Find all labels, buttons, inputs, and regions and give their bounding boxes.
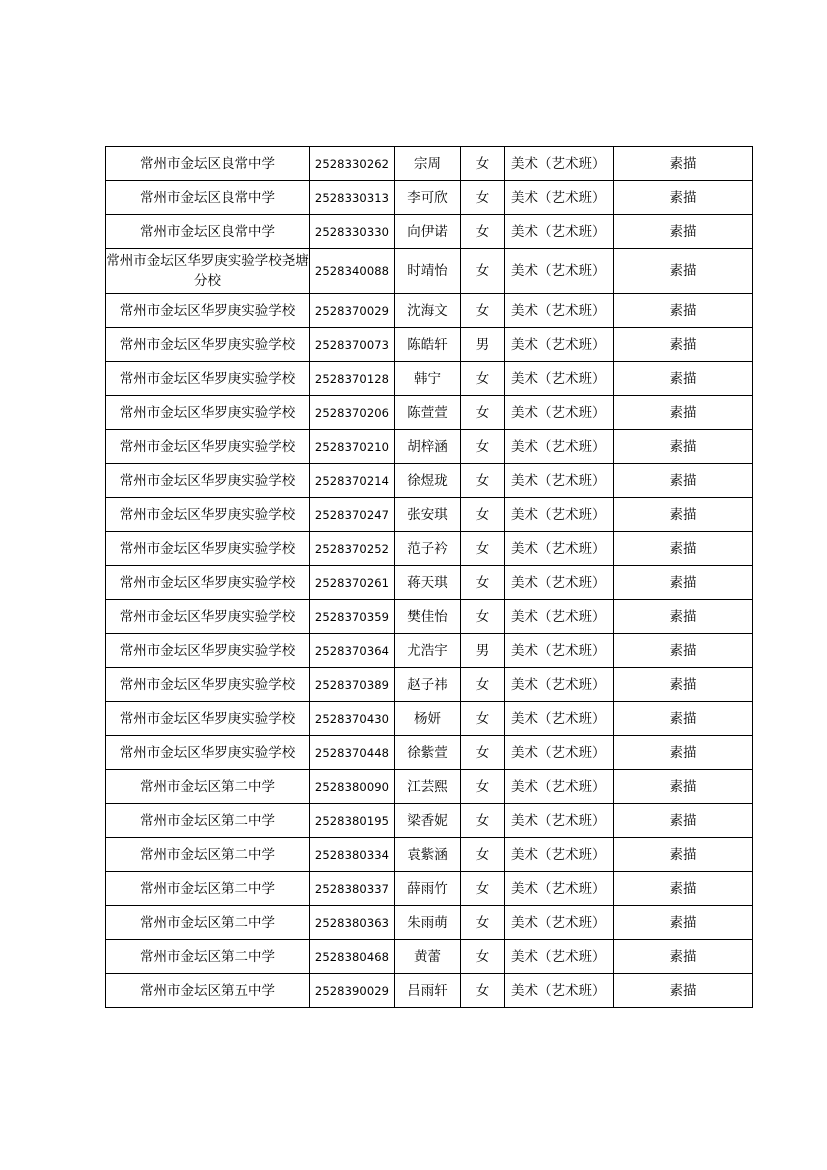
student-name-cell: 杨妍 xyxy=(395,702,461,736)
gender-cell: 女 xyxy=(461,566,505,600)
table-row xyxy=(106,770,753,804)
gender-cell: 女 xyxy=(461,498,505,532)
student-name-cell: 徐紫萱 xyxy=(395,736,461,770)
exam-id-cell: 2528380468 xyxy=(310,940,395,974)
major-cell: 美术（艺术班） xyxy=(505,181,614,215)
student-name-cell: 范子衿 xyxy=(395,532,461,566)
exam-id-cell: 2528380195 xyxy=(310,804,395,838)
roster-body xyxy=(106,147,753,1008)
exam-id-cell: 2528340088 xyxy=(310,249,395,294)
subject-cell: 素描 xyxy=(614,600,753,634)
subject-cell: 素描 xyxy=(614,872,753,906)
exam-id-cell: 2528370261 xyxy=(310,566,395,600)
exam-id-cell: 2528370029 xyxy=(310,294,395,328)
gender-cell: 女 xyxy=(461,804,505,838)
major-cell: 美术（艺术班） xyxy=(505,940,614,974)
school-cell: 常州市金坛区华罗庚实验学校 xyxy=(106,294,310,328)
gender-cell: 女 xyxy=(461,181,505,215)
major-cell: 美术（艺术班） xyxy=(505,770,614,804)
major-cell: 美术（艺术班） xyxy=(505,532,614,566)
subject-cell: 素描 xyxy=(614,249,753,294)
student-name-cell: 宗周 xyxy=(395,147,461,181)
exam-id-cell: 2528370430 xyxy=(310,702,395,736)
exam-id-cell: 2528370214 xyxy=(310,464,395,498)
major-cell: 美术（艺术班） xyxy=(505,362,614,396)
gender-cell: 女 xyxy=(461,600,505,634)
major-cell: 美术（艺术班） xyxy=(505,396,614,430)
school-cell: 常州市金坛区华罗庚实验学校 xyxy=(106,430,310,464)
exam-id-cell: 2528370389 xyxy=(310,668,395,702)
exam-id-cell: 2528330330 xyxy=(310,215,395,249)
school-cell: 常州市金坛区华罗庚实验学校 xyxy=(106,362,310,396)
subject-cell: 素描 xyxy=(614,532,753,566)
exam-id-cell: 2528380363 xyxy=(310,906,395,940)
major-cell: 美术（艺术班） xyxy=(505,328,614,362)
major-cell: 美术（艺术班） xyxy=(505,430,614,464)
gender-cell: 女 xyxy=(461,770,505,804)
exam-id-cell: 2528370252 xyxy=(310,532,395,566)
school-cell: 常州市金坛区良常中学 xyxy=(106,215,310,249)
exam-id-cell: 2528380337 xyxy=(310,872,395,906)
student-name-cell: 时靖怡 xyxy=(395,249,461,294)
major-cell: 美术（艺术班） xyxy=(505,498,614,532)
subject-cell: 素描 xyxy=(614,770,753,804)
exam-id-cell: 2528370448 xyxy=(310,736,395,770)
student-name-cell: 朱雨萌 xyxy=(395,906,461,940)
table-row xyxy=(106,147,753,181)
table-row xyxy=(106,430,753,464)
table-row xyxy=(106,600,753,634)
school-cell: 常州市金坛区华罗庚实验学校 xyxy=(106,464,310,498)
subject-cell: 素描 xyxy=(614,804,753,838)
major-cell: 美术（艺术班） xyxy=(505,804,614,838)
subject-cell: 素描 xyxy=(614,906,753,940)
exam-id-cell: 2528330262 xyxy=(310,147,395,181)
subject-cell: 素描 xyxy=(614,362,753,396)
exam-id-cell: 2528370364 xyxy=(310,634,395,668)
subject-cell: 素描 xyxy=(614,430,753,464)
subject-cell: 素描 xyxy=(614,328,753,362)
subject-cell: 素描 xyxy=(614,702,753,736)
major-cell: 美术（艺术班） xyxy=(505,147,614,181)
major-cell: 美术（艺术班） xyxy=(505,294,614,328)
subject-cell: 素描 xyxy=(614,464,753,498)
subject-cell: 素描 xyxy=(614,634,753,668)
gender-cell: 女 xyxy=(461,362,505,396)
table-row xyxy=(106,634,753,668)
major-cell: 美术（艺术班） xyxy=(505,566,614,600)
exam-id-cell: 2528330313 xyxy=(310,181,395,215)
student-name-cell: 尤浩宇 xyxy=(395,634,461,668)
major-cell: 美术（艺术班） xyxy=(505,215,614,249)
exam-id-cell: 2528370247 xyxy=(310,498,395,532)
exam-id-cell: 2528370073 xyxy=(310,328,395,362)
table-row xyxy=(106,736,753,770)
major-cell: 美术（艺术班） xyxy=(505,736,614,770)
table-row xyxy=(106,532,753,566)
table-row xyxy=(106,498,753,532)
subject-cell: 素描 xyxy=(614,215,753,249)
exam-id-cell: 2528370128 xyxy=(310,362,395,396)
school-cell: 常州市金坛区华罗庚实验学校 xyxy=(106,634,310,668)
school-cell: 常州市金坛区华罗庚实验学校 xyxy=(106,736,310,770)
table-row xyxy=(106,566,753,600)
student-name-cell: 胡梓涵 xyxy=(395,430,461,464)
student-name-cell: 樊佳怡 xyxy=(395,600,461,634)
table-row xyxy=(106,906,753,940)
student-name-cell: 陈皓轩 xyxy=(395,328,461,362)
student-name-cell: 薛雨竹 xyxy=(395,872,461,906)
school-cell: 常州市金坛区良常中学 xyxy=(106,181,310,215)
subject-cell: 素描 xyxy=(614,566,753,600)
exam-id-cell: 2528370210 xyxy=(310,430,395,464)
gender-cell: 女 xyxy=(461,974,505,1008)
table-row xyxy=(106,362,753,396)
student-name-cell: 袁紫涵 xyxy=(395,838,461,872)
student-name-cell: 李可欣 xyxy=(395,181,461,215)
table-row xyxy=(106,838,753,872)
major-cell: 美术（艺术班） xyxy=(505,906,614,940)
gender-cell: 女 xyxy=(461,249,505,294)
major-cell: 美术（艺术班） xyxy=(505,600,614,634)
exam-id-cell: 2528390029 xyxy=(310,974,395,1008)
student-name-cell: 陈萱萱 xyxy=(395,396,461,430)
major-cell: 美术（艺术班） xyxy=(505,464,614,498)
student-name-cell: 沈海文 xyxy=(395,294,461,328)
table-row xyxy=(106,215,753,249)
table-row xyxy=(106,249,753,294)
student-name-cell: 江芸熙 xyxy=(395,770,461,804)
table-row xyxy=(106,940,753,974)
school-cell: 常州市金坛区第五中学 xyxy=(106,974,310,1008)
table-row xyxy=(106,804,753,838)
school-cell: 常州市金坛区华罗庚实验学校 xyxy=(106,532,310,566)
gender-cell: 女 xyxy=(461,147,505,181)
table-row xyxy=(106,328,753,362)
student-name-cell: 蒋天琪 xyxy=(395,566,461,600)
gender-cell: 女 xyxy=(461,872,505,906)
school-cell: 常州市金坛区华罗庚实验学校 xyxy=(106,566,310,600)
gender-cell: 男 xyxy=(461,328,505,362)
student-name-cell: 张安琪 xyxy=(395,498,461,532)
subject-cell: 素描 xyxy=(614,181,753,215)
exam-id-cell: 2528380334 xyxy=(310,838,395,872)
school-cell: 常州市金坛区第二中学 xyxy=(106,906,310,940)
major-cell: 美术（艺术班） xyxy=(505,872,614,906)
school-cell: 常州市金坛区华罗庚实验学校 xyxy=(106,668,310,702)
subject-cell: 素描 xyxy=(614,147,753,181)
subject-cell: 素描 xyxy=(614,940,753,974)
subject-cell: 素描 xyxy=(614,838,753,872)
major-cell: 美术（艺术班） xyxy=(505,668,614,702)
gender-cell: 女 xyxy=(461,215,505,249)
school-cell: 常州市金坛区华罗庚实验学校 xyxy=(106,702,310,736)
gender-cell: 女 xyxy=(461,396,505,430)
exam-id-cell: 2528370206 xyxy=(310,396,395,430)
school-cell: 常州市金坛区第二中学 xyxy=(106,872,310,906)
table-row xyxy=(106,464,753,498)
table-row xyxy=(106,181,753,215)
school-cell: 常州市金坛区华罗庚实验学校尧塘分校 xyxy=(106,249,310,294)
student-name-cell: 赵子祎 xyxy=(395,668,461,702)
major-cell: 美术（艺术班） xyxy=(505,974,614,1008)
school-cell: 常州市金坛区第二中学 xyxy=(106,940,310,974)
gender-cell: 女 xyxy=(461,736,505,770)
table-row xyxy=(106,294,753,328)
major-cell: 美术（艺术班） xyxy=(505,702,614,736)
school-cell: 常州市金坛区华罗庚实验学校 xyxy=(106,498,310,532)
school-cell: 常州市金坛区第二中学 xyxy=(106,804,310,838)
exam-id-cell: 2528370359 xyxy=(310,600,395,634)
student-roster-table xyxy=(105,146,753,1008)
major-cell: 美术（艺术班） xyxy=(505,249,614,294)
gender-cell: 女 xyxy=(461,430,505,464)
school-cell: 常州市金坛区华罗庚实验学校 xyxy=(106,600,310,634)
gender-cell: 女 xyxy=(461,906,505,940)
subject-cell: 素描 xyxy=(614,294,753,328)
major-cell: 美术（艺术班） xyxy=(505,838,614,872)
table-row xyxy=(106,668,753,702)
gender-cell: 女 xyxy=(461,294,505,328)
student-name-cell: 向伊诺 xyxy=(395,215,461,249)
gender-cell: 女 xyxy=(461,668,505,702)
student-name-cell: 黄蕾 xyxy=(395,940,461,974)
school-cell: 常州市金坛区第二中学 xyxy=(106,838,310,872)
student-name-cell: 徐煜珑 xyxy=(395,464,461,498)
gender-cell: 女 xyxy=(461,838,505,872)
school-cell: 常州市金坛区华罗庚实验学校 xyxy=(106,328,310,362)
table-row xyxy=(106,974,753,1008)
gender-cell: 女 xyxy=(461,702,505,736)
exam-id-cell: 2528380090 xyxy=(310,770,395,804)
student-name-cell: 梁香妮 xyxy=(395,804,461,838)
subject-cell: 素描 xyxy=(614,396,753,430)
school-cell: 常州市金坛区华罗庚实验学校 xyxy=(106,396,310,430)
table-row xyxy=(106,872,753,906)
gender-cell: 男 xyxy=(461,634,505,668)
gender-cell: 女 xyxy=(461,532,505,566)
student-name-cell: 吕雨轩 xyxy=(395,974,461,1008)
gender-cell: 女 xyxy=(461,464,505,498)
subject-cell: 素描 xyxy=(614,736,753,770)
subject-cell: 素描 xyxy=(614,974,753,1008)
student-name-cell: 韩宁 xyxy=(395,362,461,396)
major-cell: 美术（艺术班） xyxy=(505,634,614,668)
gender-cell: 女 xyxy=(461,940,505,974)
school-cell: 常州市金坛区良常中学 xyxy=(106,147,310,181)
school-cell: 常州市金坛区第二中学 xyxy=(106,770,310,804)
subject-cell: 素描 xyxy=(614,498,753,532)
table-row xyxy=(106,396,753,430)
table-row xyxy=(106,702,753,736)
subject-cell: 素描 xyxy=(614,668,753,702)
